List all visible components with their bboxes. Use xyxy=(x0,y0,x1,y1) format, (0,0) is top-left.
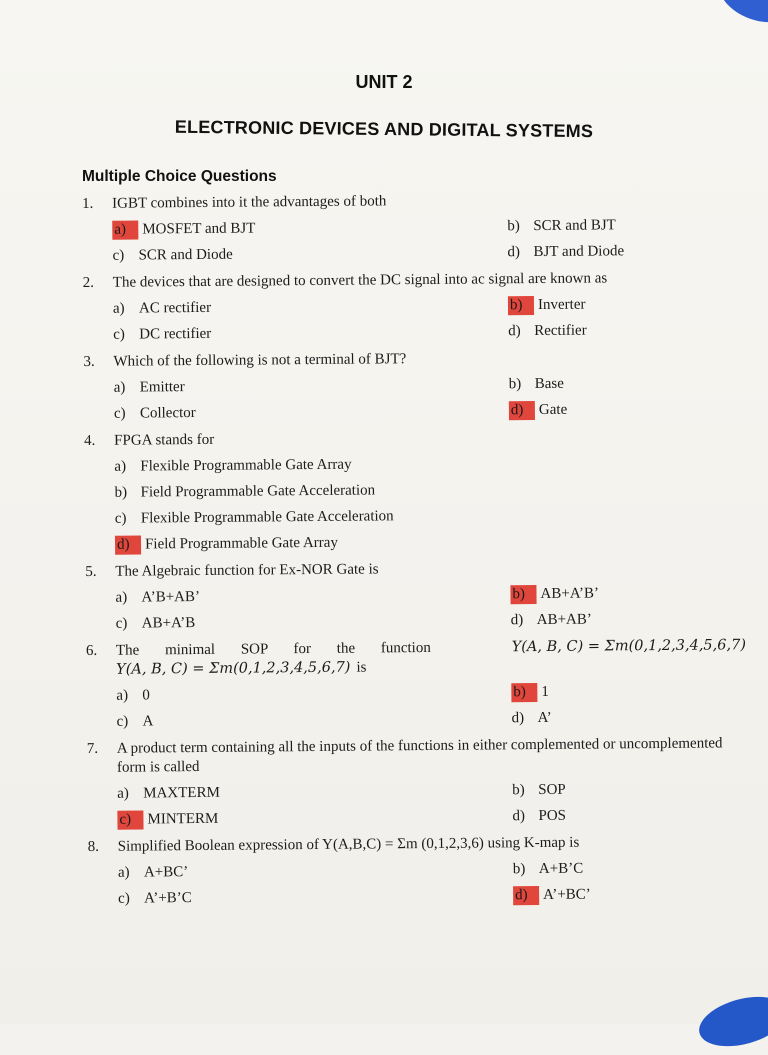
option-label: c) xyxy=(113,405,126,422)
question-stem xyxy=(85,557,745,582)
option-d-correct xyxy=(115,530,745,554)
option-c xyxy=(113,322,508,344)
option-text: 0 xyxy=(142,687,150,704)
option-label: b) xyxy=(114,484,128,501)
option-label: a) xyxy=(115,589,128,606)
question-text-end: is xyxy=(356,659,367,676)
answer-highlight-label: d) xyxy=(509,401,535,420)
answer-highlight-label: b) xyxy=(510,585,536,604)
option-label: d) xyxy=(510,612,524,629)
question-1 xyxy=(82,189,743,266)
option-b xyxy=(509,373,744,394)
option-text: Rectifier xyxy=(534,322,587,340)
question-number: 3. xyxy=(83,353,95,370)
answer-highlight-label: a) xyxy=(112,221,138,240)
option-label: a) xyxy=(112,300,125,317)
option-text: A’+B’C xyxy=(144,890,192,907)
option-a xyxy=(114,452,744,476)
unit-heading: UNIT 2 xyxy=(355,72,413,92)
option-text: A’B+AB’ xyxy=(141,588,201,606)
option-text: SOP xyxy=(538,781,566,799)
question-text xyxy=(116,636,746,679)
option-a xyxy=(114,375,509,397)
option-text: Field Programmable Gate Array xyxy=(144,534,338,553)
option-label: c) xyxy=(112,247,125,264)
question-number: 1. xyxy=(82,195,94,212)
question-6 xyxy=(86,636,747,732)
option-b-correct xyxy=(510,583,745,604)
option-a xyxy=(115,585,510,607)
option-label: a) xyxy=(117,785,129,802)
option-text: A+B’C xyxy=(538,860,584,878)
option-text: BJT and Diode xyxy=(533,243,625,261)
option-label: d) xyxy=(508,323,521,340)
question-stem xyxy=(83,347,743,372)
option-text: MAXTERM xyxy=(143,784,220,802)
option-text: Gate xyxy=(538,401,568,419)
option-text: AB+A’B’ xyxy=(540,585,600,603)
option-label: c) xyxy=(115,615,128,632)
option-text: SCR and Diode xyxy=(138,246,233,264)
answer-highlight-label: d) xyxy=(513,886,539,905)
option-label: c) xyxy=(114,510,127,527)
corner-shadow-bottom-right xyxy=(694,988,768,1055)
option-text: Field Programmable Gate Acceleration xyxy=(140,482,376,501)
option-text: AB+AB’ xyxy=(536,611,592,629)
answer-highlight-label: c) xyxy=(117,810,143,829)
options xyxy=(117,779,747,829)
option-label: b) xyxy=(508,376,522,393)
option-b xyxy=(507,215,742,236)
option-label: a) xyxy=(117,864,130,881)
option-text: Base xyxy=(534,375,564,393)
option-text: SCR and BJT xyxy=(533,217,616,235)
option-c-correct xyxy=(117,807,512,829)
question-8 xyxy=(88,832,749,909)
option-label: a) xyxy=(113,379,126,396)
page-title: ELECTRONIC DEVICES AND DIGITAL SYSTEMS xyxy=(174,116,594,142)
options xyxy=(116,681,746,731)
question-text-start: The minimal SOP for the function xyxy=(115,639,431,659)
option-label: c) xyxy=(116,713,129,730)
option-text: AB+A’B xyxy=(141,615,196,632)
question-stem xyxy=(84,426,744,451)
question-text: Simplified Boolean expression of Y(A,B,C) = Σm (0,1,2,3,6) using K-map is xyxy=(117,834,580,855)
option-text: A’ xyxy=(537,709,552,727)
option-label: d) xyxy=(511,710,525,727)
option-b xyxy=(512,779,747,800)
option-b xyxy=(115,478,745,502)
math-expression: Y(A, B, C) = Σm(0,1,2,3,4,5,6,7) xyxy=(116,659,351,678)
option-text: Flexible Programmable Gate Array xyxy=(140,456,352,475)
option-text: MOSFET and BJT xyxy=(142,220,256,238)
question-stem xyxy=(83,268,743,293)
option-c xyxy=(114,401,509,423)
option-label: c) xyxy=(113,326,125,343)
option-b xyxy=(513,858,748,879)
question-2 xyxy=(83,268,744,345)
question-4 xyxy=(84,426,745,555)
question-text: A product term containing all the inputs of the functions in either complemented or uncomplemented form is called xyxy=(116,735,723,776)
option-c xyxy=(116,611,511,633)
option-label: b) xyxy=(512,782,525,799)
options xyxy=(114,452,745,554)
section-heading: Multiple Choice Questions xyxy=(82,168,277,185)
question-text: IGBT combines into it the advantages of both xyxy=(112,193,387,212)
question-text: The devices that are designed to convert the DC signal into ac signal are known as xyxy=(112,270,608,291)
question-number: 8. xyxy=(87,838,100,855)
option-label: b) xyxy=(512,861,526,878)
option-d xyxy=(508,320,743,341)
option-d-correct xyxy=(513,884,748,905)
option-c xyxy=(112,243,507,265)
option-text: DC rectifier xyxy=(139,325,212,343)
option-text: Collector xyxy=(139,405,196,422)
option-c xyxy=(117,709,512,731)
option-text: A xyxy=(142,713,154,730)
corner-shadow-top-right xyxy=(712,0,768,32)
options xyxy=(113,294,743,344)
question-text: FPGA stands for xyxy=(114,431,215,449)
options xyxy=(112,215,742,265)
option-label: a) xyxy=(114,458,127,475)
option-d-correct xyxy=(509,399,744,420)
question-stem xyxy=(87,734,747,778)
question-number: 7. xyxy=(86,740,99,757)
option-text: POS xyxy=(538,807,567,825)
option-label: c) xyxy=(118,890,130,907)
option-label: a) xyxy=(116,687,129,704)
options xyxy=(114,373,744,423)
question-stem xyxy=(88,832,748,857)
question-text: Which of the following is not a terminal of BJT? xyxy=(113,351,407,370)
question-stem xyxy=(86,636,746,680)
option-a xyxy=(113,296,508,318)
question-number: 2. xyxy=(82,274,95,291)
option-label: d) xyxy=(512,808,526,825)
option-b-correct xyxy=(508,294,743,315)
question-text: The Algebraic function for Ex-NOR Gate is xyxy=(115,561,379,580)
option-a xyxy=(117,781,512,803)
option-b-correct xyxy=(511,681,746,702)
options xyxy=(118,858,748,908)
option-a-correct xyxy=(112,217,507,239)
answer-highlight-label: b) xyxy=(508,296,534,315)
question-stem xyxy=(82,189,742,214)
option-text: Emitter xyxy=(139,379,185,396)
option-label: b) xyxy=(507,218,520,235)
question-7 xyxy=(87,734,748,830)
option-text: Flexible Programmable Gate Acceleration xyxy=(140,508,394,527)
option-text: AC rectifier xyxy=(138,299,212,317)
option-d xyxy=(511,609,746,630)
answer-highlight-label: b) xyxy=(511,683,537,702)
option-text: A+BC’ xyxy=(143,864,189,881)
option-text: A’+BC’ xyxy=(543,886,591,904)
option-text: 1 xyxy=(541,683,549,701)
option-text: MINTERM xyxy=(147,810,219,828)
options xyxy=(115,583,745,633)
question-list xyxy=(82,189,748,917)
option-text: Inverter xyxy=(537,296,586,314)
question-5 xyxy=(85,557,746,634)
answer-highlight-label: d) xyxy=(115,535,141,554)
math-expression: Y(A, B, C) = Σm(0,1,2,3,4,5,6,7) xyxy=(511,637,747,656)
option-c xyxy=(118,886,513,908)
option-a xyxy=(118,860,513,882)
question-3 xyxy=(83,347,744,424)
option-a xyxy=(116,683,511,705)
question-number: 6. xyxy=(85,642,98,659)
option-d xyxy=(512,805,747,826)
question-number: 4. xyxy=(84,432,96,449)
option-label: d) xyxy=(507,244,521,261)
option-c xyxy=(115,504,745,528)
question-number: 5. xyxy=(85,563,97,580)
option-d xyxy=(507,241,742,262)
option-d xyxy=(512,707,747,728)
